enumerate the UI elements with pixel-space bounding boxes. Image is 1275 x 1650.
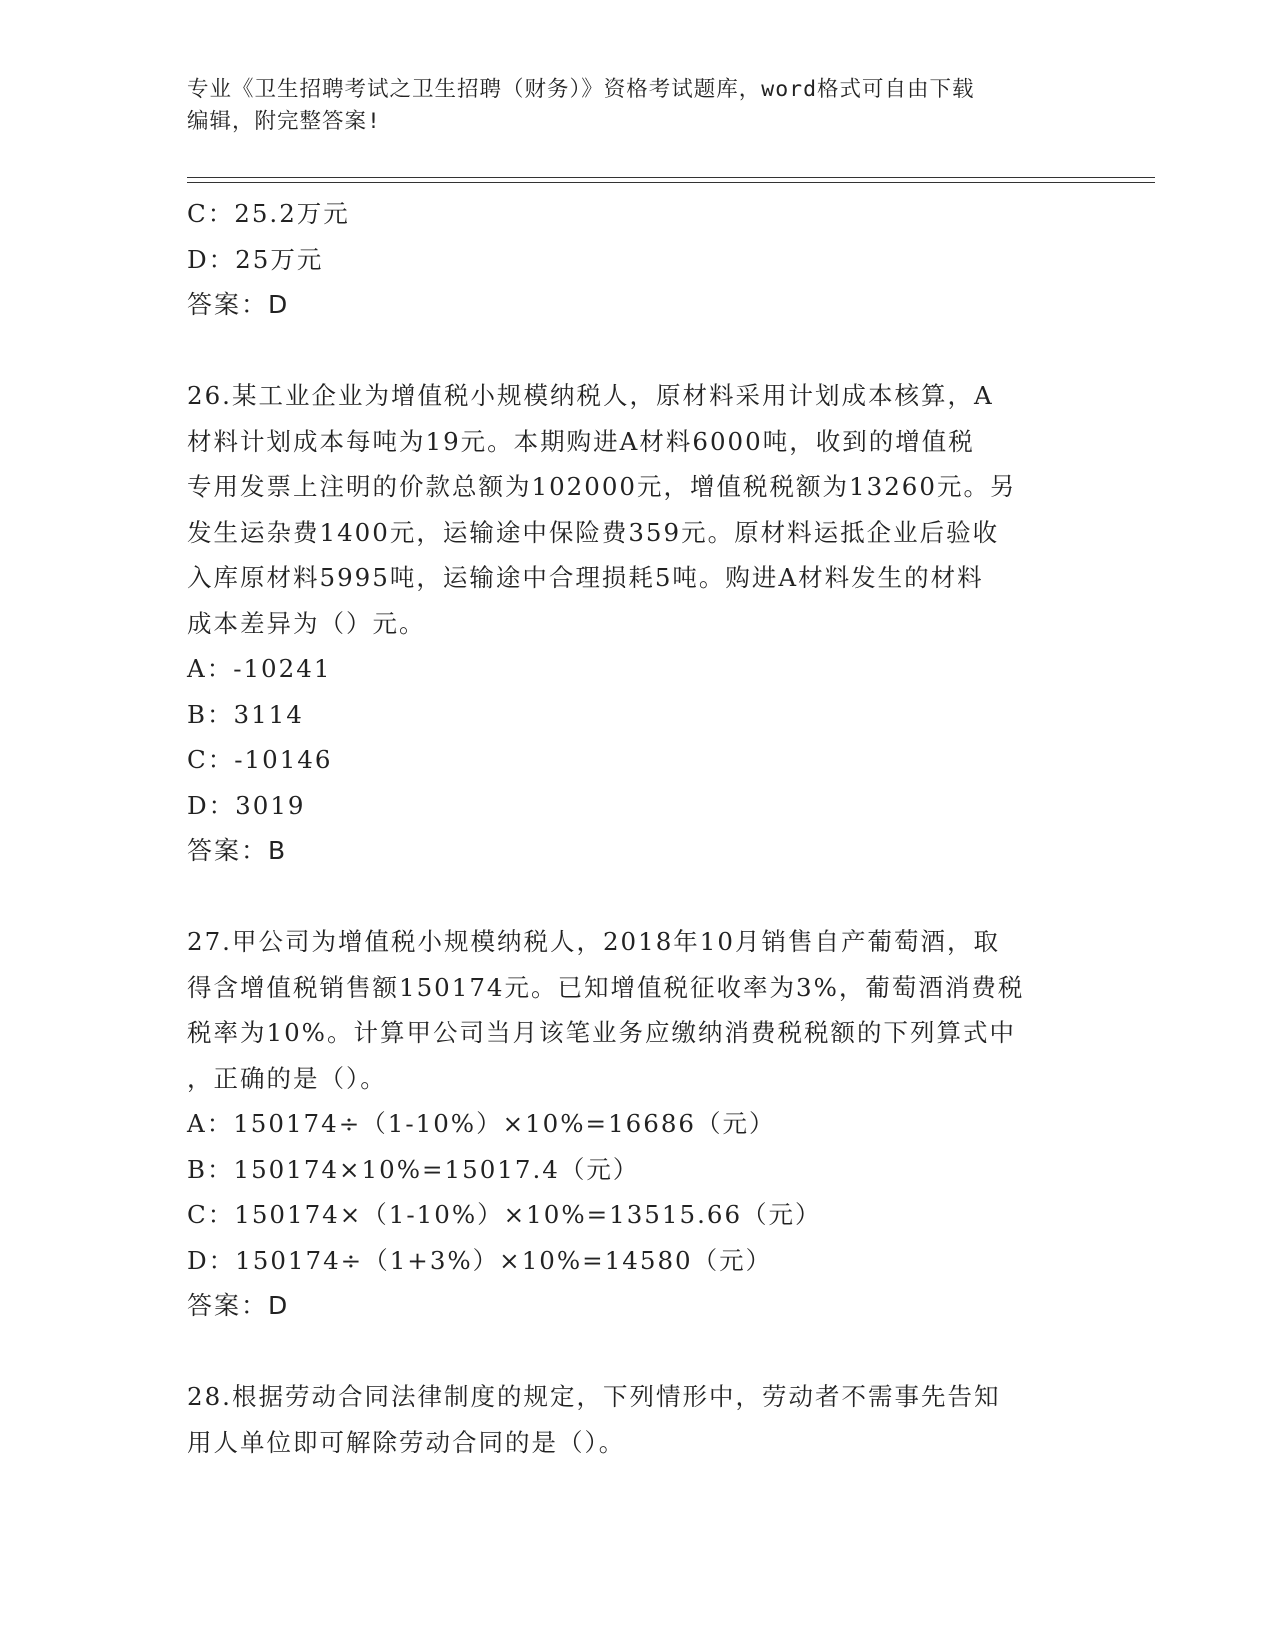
answer-line: 答案：B [187, 836, 288, 865]
question-stem-line: 28.根据劳动合同法律制度的规定，下列情形中，劳动者不需事先告知 [187, 1382, 1001, 1411]
option-a: A：150174÷（1-10%）×10%=16686（元） [187, 1109, 776, 1138]
question-stem-line: 得含增值税销售额150174元。已知增值税征收率为3%，葡萄酒消费税 [187, 972, 1025, 1002]
document-body [187, 191, 1087, 1465]
option-c: C：-10146 [187, 745, 333, 774]
header-line-1: 专业《卫生招聘考试之卫生招聘（财务）》资格考试题库，word格式可自由下载 [187, 77, 975, 102]
option-b: B：150174×10%=15017.4（元） [187, 1154, 640, 1184]
option-d: D：3019 [187, 790, 306, 820]
spacer [187, 1329, 1087, 1375]
question-25-tail [187, 191, 1087, 328]
option-c: C：150174×（1-10%）×10%=13515.66（元） [187, 1200, 822, 1229]
question-26 [187, 373, 1087, 874]
question-stem-line: 26.某工业企业为增值税小规模纳税人，原材料采用计划成本核算，A [187, 381, 994, 410]
question-27 [187, 919, 1087, 1329]
question-stem-line: 27.甲公司为增值税小规模纳税人，2018年10月销售自产葡萄酒，取 [187, 927, 1000, 956]
option-a: A：-10241 [187, 654, 332, 683]
answer-line: 答案：D [187, 1291, 290, 1320]
question-stem-line: 材料计划成本每吨为19元。本期购进A材料6000吨，收到的增值税 [187, 426, 975, 456]
answer-line: 答案：D [187, 290, 290, 319]
question-stem-line: 专用发票上注明的价款总额为102000元，增值税税额为13260元。另 [187, 472, 1017, 501]
header-divider-bottom [187, 182, 1155, 183]
spacer [187, 874, 1087, 920]
option-d: D：150174÷（1+3%）×10%=14580（元） [187, 1245, 773, 1275]
question-stem-line: 入库原材料5995吨，运输途中合理损耗5吨。购进A材料发生的材料 [187, 563, 984, 592]
question-stem-line: 成本差异为（）元。 [187, 608, 426, 638]
option-c: C：25.2万元 [187, 199, 350, 228]
question-stem-line: 用人单位即可解除劳动合同的是（）。 [187, 1427, 626, 1457]
question-stem-line: ，正确的是（）。 [187, 1063, 387, 1093]
header-divider-top [187, 177, 1155, 178]
question-stem-line: 发生运杂费1400元，运输途中保险费359元。原材料运抵企业后验收 [187, 517, 1000, 547]
header-line-2: 编辑，附完整答案! [187, 109, 381, 134]
option-b: B：3114 [187, 699, 304, 729]
document-header [187, 74, 1087, 138]
spacer [187, 328, 1087, 374]
option-d: D：25万元 [187, 244, 324, 274]
question-28 [187, 1374, 1087, 1465]
question-stem-line: 税率为10%。计算甲公司当月该笔业务应缴纳消费税税额的下列算式中 [187, 1018, 1016, 1047]
